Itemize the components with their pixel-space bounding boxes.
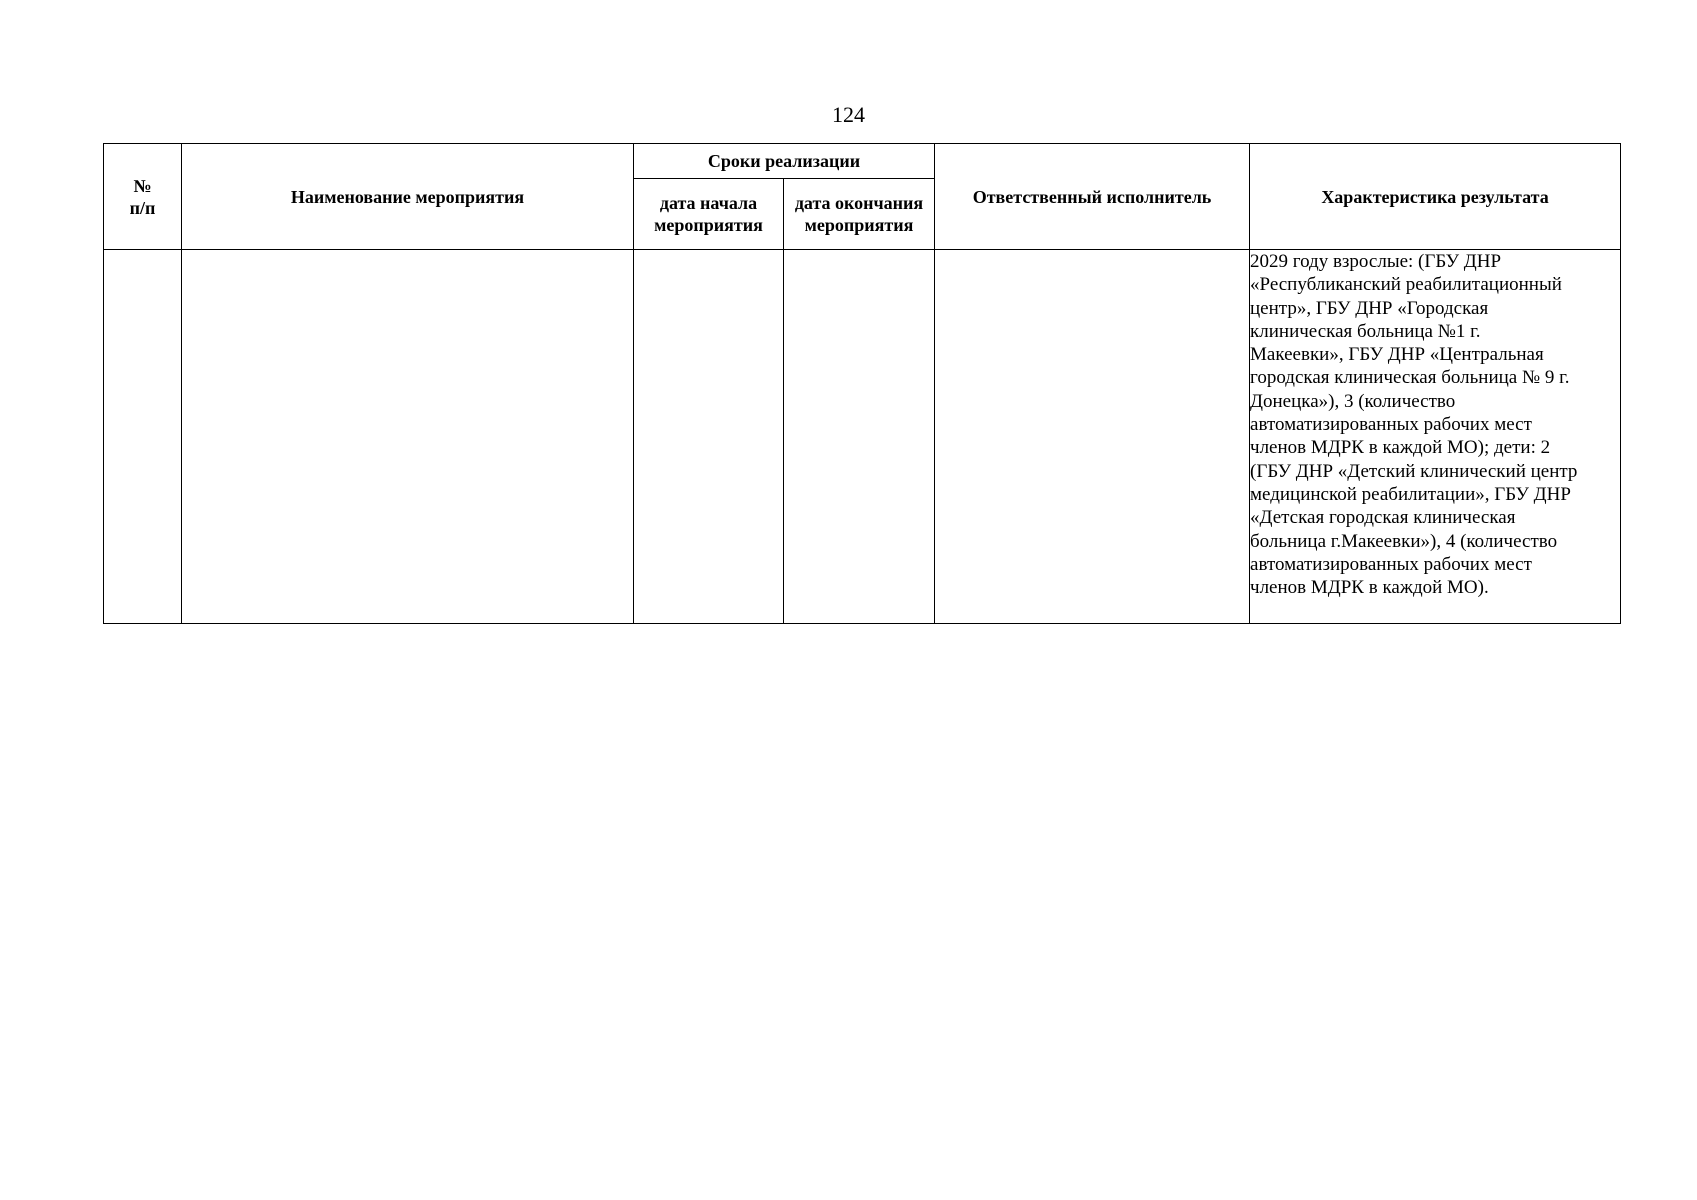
cell-executor [935, 250, 1250, 624]
header-executor: Ответственный исполнитель [935, 144, 1250, 250]
header-result: Характеристика результата [1250, 144, 1621, 250]
header-start-date: дата начала мероприятия [634, 179, 784, 250]
cell-end-date [784, 250, 935, 624]
page-number: 124 [832, 102, 865, 127]
cell-result: 2029 году взрослые: (ГБУ ДНР «Республиканский реабилитационный центр», ГБУ ДНР «Городская клиническая больница №1 г. Макеевки», ГБУ ДНР «Центральная городская клиническая больница № 9 г. Донецка»), 3 (количество автоматизированных рабочих мест членов МДРК в каждой МО); дети: 2 (ГБУ ДНР «Детский клинический центр медицинской реабилитации», ГБУ ДНР «Детская городская клиническая больница г.Макеевки»), 4 (количество автоматизированных рабочих мест членов МДРК в каждой МО). [1250, 250, 1621, 624]
header-name: Наименование мероприятия [182, 144, 634, 250]
header-number-label: № п/п [129, 175, 156, 218]
header-number [104, 144, 182, 250]
header-period: Сроки реализации [634, 144, 935, 179]
cell-number [104, 250, 182, 624]
header-end-date: дата окончания мероприятия [784, 179, 935, 250]
cell-start-date [634, 250, 784, 624]
table-row [104, 250, 1621, 624]
activities-table [103, 143, 1621, 624]
cell-name [182, 250, 634, 624]
